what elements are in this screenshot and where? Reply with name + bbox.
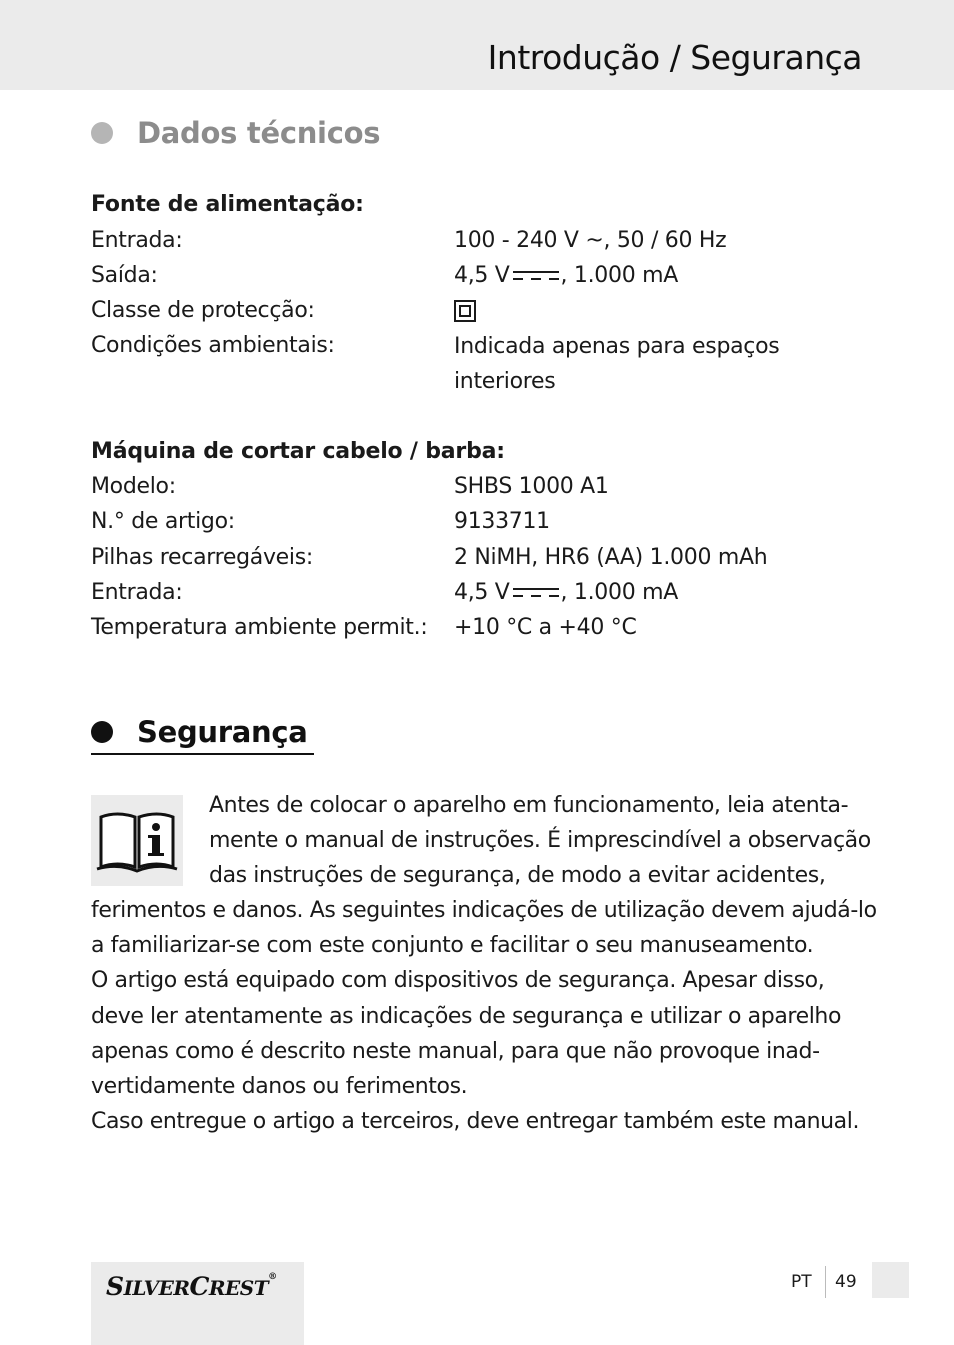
spec-row (0, 472, 954, 507)
spec-label: Modelo: (91, 474, 176, 499)
current-value: , 1.000 mA (560, 580, 678, 605)
safety-section-heading (91, 714, 308, 750)
footer-tab (872, 1262, 909, 1298)
book-info-icon (91, 795, 183, 886)
spec-row (0, 507, 954, 542)
power-supply-heading: Fonte de alimentação: (91, 192, 364, 217)
text-line: deve ler atentamente as indicações de segurança e utilizar o aparelho (91, 1003, 842, 1029)
safety-intro-text (209, 788, 871, 894)
heading-underline (91, 753, 314, 755)
spec-row (0, 261, 954, 296)
spec-row (0, 613, 954, 648)
technical-section-heading (91, 115, 380, 151)
spec-label: Pilhas recarregáveis: (91, 545, 314, 570)
text-line: vertidamente danos ou ferimentos. (91, 1074, 468, 1100)
spec-value: +10 °C a +40 °C (454, 615, 637, 640)
spec-value (454, 296, 476, 326)
spec-value (454, 578, 678, 608)
spec-label: Condições ambientais: (91, 333, 335, 358)
spec-value (454, 261, 678, 291)
current-value: , 1.000 mA (560, 263, 678, 288)
text-line: ferimentos e danos. As seguintes indicações de utilização devem ajudá-lo (91, 898, 877, 923)
spec-value: Indicada apenas para espaços interiores (454, 334, 780, 394)
spec-value: 100 - 240 V ~, 50 / 60 Hz (454, 228, 727, 253)
spec-label: Entrada: (91, 580, 183, 605)
text-line: Caso entregue o artigo a terceiros, deve entregar também este manual. (91, 1109, 860, 1135)
spec-row (0, 331, 954, 403)
page-number: 49 (835, 1272, 857, 1292)
spec-value: 2 NiMH, HR6 (AA) 1.000 mAh (454, 545, 768, 570)
text-line: apenas como é descrito neste manual, para que não provoque inad- (91, 1038, 820, 1064)
brand-logo (91, 1262, 304, 1345)
text-line: Antes de colocar o aparelho em funcionamento, leia atenta- (209, 793, 849, 818)
text-line: O artigo está equipado com dispositivos de segurança. Apesar disso, (91, 968, 825, 994)
bullet-icon (91, 122, 113, 144)
bullet-icon (91, 721, 113, 743)
language-code: PT (791, 1272, 812, 1292)
page-title: Introdução / Segurança (487, 38, 862, 77)
footer-divider (825, 1266, 826, 1298)
text-line: a familiarizar-se com este conjunto e facilitar o seu manuseamento. (91, 933, 814, 959)
spec-label: Entrada: (91, 228, 183, 253)
technical-section-title: Dados técnicos (137, 116, 381, 150)
voltage-value: 4,5 V (454, 263, 510, 288)
trimmer-heading: Máquina de cortar cabelo / barba: (91, 439, 505, 464)
spec-row (0, 296, 954, 331)
direct-current-icon (513, 269, 559, 283)
protection-class-ii-icon (454, 300, 476, 322)
spec-label: Saída: (91, 263, 158, 288)
spec-label: Temperatura ambiente permit.: (91, 615, 428, 640)
text-line: das instruções de segurança, de modo a evitar acidentes, (209, 863, 826, 889)
spec-label: N.° de artigo: (91, 509, 235, 534)
brand-logo-text: SILVERCREST® (106, 1272, 277, 1301)
spec-value: SHBS 1000 A1 (454, 474, 609, 499)
safety-body-text (91, 893, 877, 1139)
spec-value: 9133711 (454, 509, 550, 534)
spec-row (0, 226, 954, 261)
direct-current-icon (513, 586, 559, 600)
text-line: mente o manual de instruções. É imprescindível a observação (209, 828, 871, 854)
spec-label: Classe de protecção: (91, 298, 315, 323)
safety-section-title: Segurança (137, 715, 308, 749)
spec-row (0, 578, 954, 613)
spec-row (0, 543, 954, 578)
voltage-value: 4,5 V (454, 580, 510, 605)
